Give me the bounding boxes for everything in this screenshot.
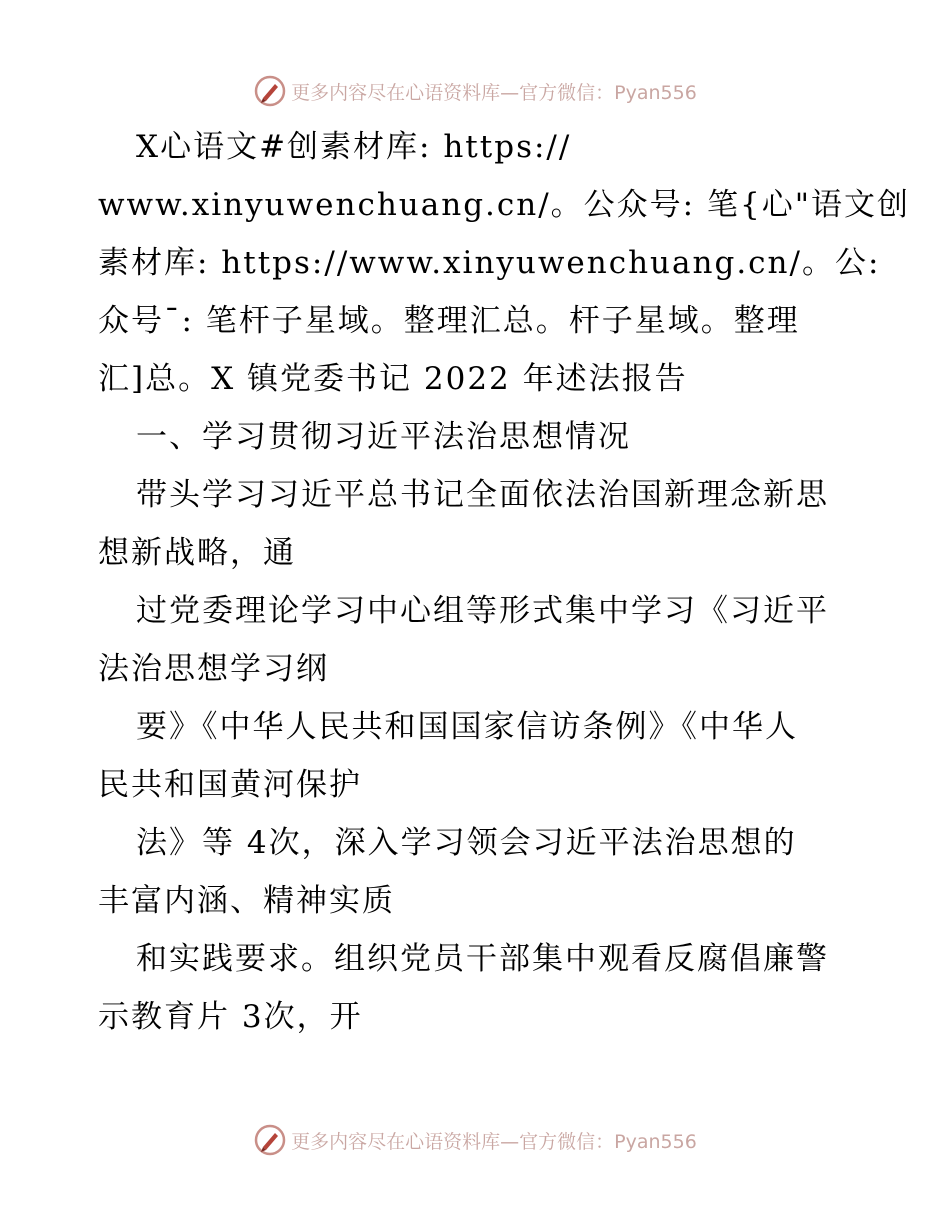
pen-nib-logo-icon: [253, 74, 287, 108]
pen-nib-logo-icon: [253, 1123, 287, 1157]
document-body: [98, 118, 910, 1046]
footer-watermark: [0, 1120, 950, 1160]
text-line: 想新战略，通: [98, 535, 296, 571]
text-line: 带头学习习近平总书记全面依法治国新理念新思: [136, 477, 829, 513]
text-line: X心语文#创素材库: https://: [136, 129, 572, 165]
section-heading: 一、学习贯彻习近平法治思想情况: [136, 419, 631, 455]
text-line: www.xinyuwenchuang.cn/。公众号: 笔{心"语文创: [98, 187, 910, 223]
text-line: 丰富内涵、精神实质: [98, 883, 395, 919]
text-line: 法治思想学习纲: [98, 651, 329, 687]
text-line: 示教育片 3次，开: [98, 999, 363, 1035]
text-line: 和实践要求。组织党员干部集中观看反腐倡廉警: [136, 941, 829, 977]
text-line: 民共和国黄河保护: [98, 767, 362, 803]
text-line: 众号¯: 笔杆子星域。整理汇总。杆子星域。整理: [98, 303, 800, 339]
text-line: 要》《中华人民共和国国家信访条例》《中华人: [136, 709, 798, 745]
text-line: 过党委理论学习中心组等形式集中学习《习近平: [136, 593, 829, 629]
text-line: 法》等 4次，深入学习领会习近平法治思想的: [136, 825, 797, 861]
header-watermark: [0, 71, 950, 111]
document-title-line: 汇]总。X 镇党委书记 2022 年述法报告: [98, 361, 688, 397]
text-line: 素材库: https://www.xinyuwenchuang.cn/。公:: [98, 245, 881, 281]
watermark-text: 更多内容尽在心语资料库—官方微信：Pyan556: [291, 81, 697, 104]
watermark-text: 更多内容尽在心语资料库—官方微信：Pyan556: [291, 1130, 697, 1153]
